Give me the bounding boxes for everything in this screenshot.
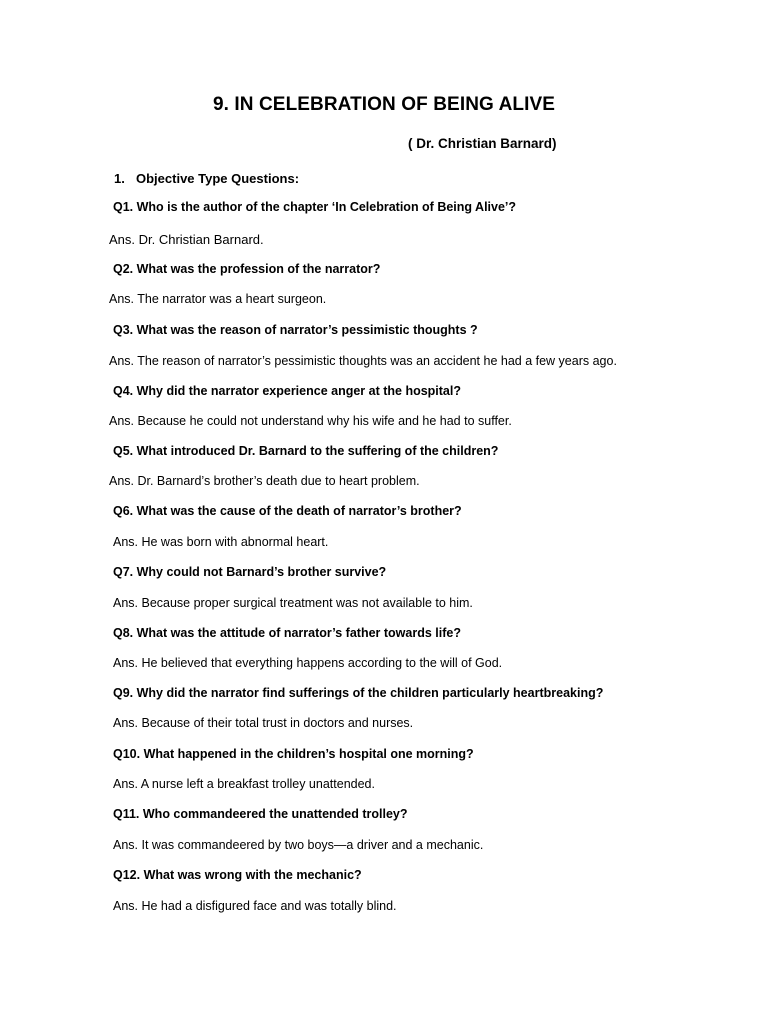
question-1: Q1. Who is the author of the chapter ‘In Celebration of Being Alive’? [113,200,517,214]
question-5: Q5. What introduced Dr. Barnard to the suffering of the children? [113,444,499,458]
section-number: 1. [114,171,125,186]
answer-4: Ans. Because he could not understand why his wife and he had to suffer. [109,414,512,428]
answer-1: Ans. Dr. Christian Barnard. [109,232,264,247]
answer-3: Ans. The reason of narrator’s pessimistic thoughts was an accident he had a few years ago. [109,354,617,368]
answer-10: Ans. A nurse left a breakfast trolley unattended. [113,777,375,791]
question-11: Q11. Who commandeered the unattended trolley? [113,807,408,821]
chapter-title: 9. IN CELEBRATION OF BEING ALIVE [212,94,556,115]
answer-9: Ans. Because of their total trust in doctors and nurses. [113,716,414,730]
question-2: Q2. What was the profession of the narrator? [113,262,381,276]
section-heading [114,171,299,186]
answer-7: Ans. Because proper surgical treatment was not available to him. [113,596,473,610]
answer-2: Ans. The narrator was a heart surgeon. [109,292,327,306]
answer-8: Ans. He believed that everything happens according to the will of God. [113,656,503,670]
question-8: Q8. What was the attitude of narrator’s father towards life? [113,626,461,640]
question-12: Q12. What was wrong with the mechanic? [113,868,362,882]
question-9: Q9. Why did the narrator find sufferings of the children particularly heartbreaking? [113,686,604,700]
question-4: Q4. Why did the narrator experience anger at the hospital? [113,384,461,398]
section-label: Objective Type Questions: [136,171,300,186]
answer-5: Ans. Dr. Barnard’s brother’s death due to heart problem. [109,474,420,488]
answer-6: Ans. He was born with abnormal heart. [113,535,329,549]
answer-12: Ans. He had a disfigured face and was totally blind. [113,899,397,913]
question-10: Q10. What happened in the children’s hospital one morning? [113,747,474,761]
author-line: ( Dr. Christian Barnard) [408,136,557,151]
question-7: Q7. Why could not Barnard’s brother survive? [113,565,387,579]
question-6: Q6. What was the cause of the death of narrator’s brother? [113,504,462,518]
answer-11: Ans. It was commandeered by two boys—a driver and a mechanic. [113,838,484,852]
question-3: Q3. What was the reason of narrator’s pessimistic thoughts ? [113,323,478,337]
